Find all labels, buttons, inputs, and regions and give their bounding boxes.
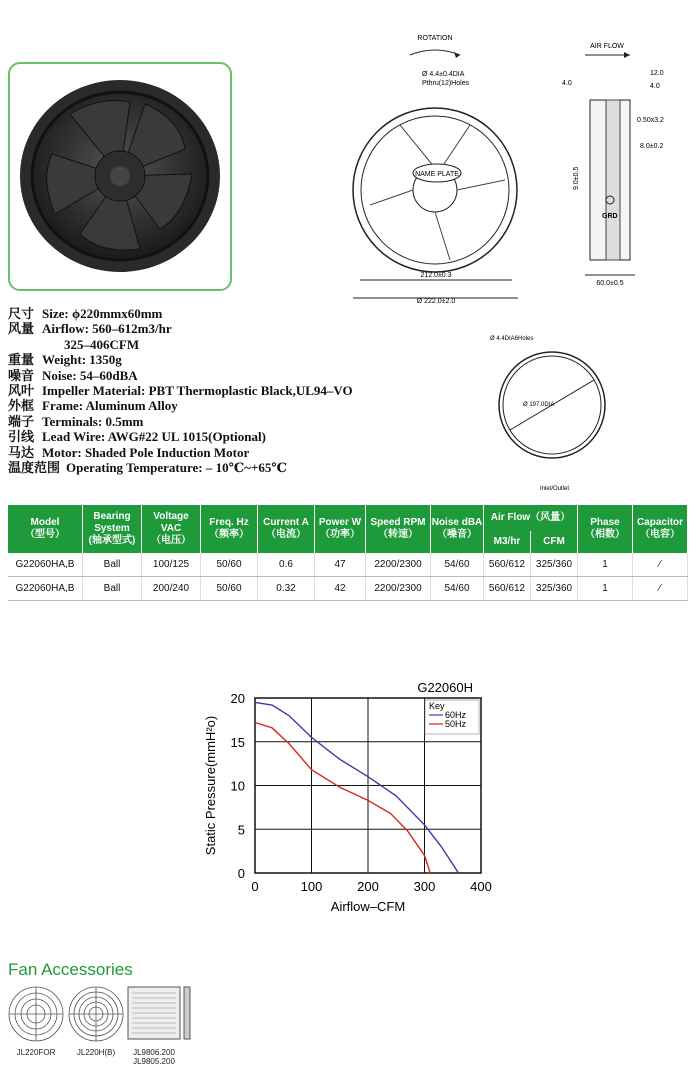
accessory-label: JL220H(B) bbox=[76, 1048, 116, 1057]
table-cell: 1 bbox=[578, 577, 633, 601]
x-tick-label: 0 bbox=[251, 879, 259, 894]
y-tick-label: 15 bbox=[230, 734, 245, 750]
th-airflow: Air Flow（风量） bbox=[484, 505, 578, 531]
table-cell: 1 bbox=[578, 553, 633, 577]
dim-4a: 4.0 bbox=[562, 80, 572, 87]
table-cell: 54/60 bbox=[431, 553, 484, 577]
table-cell: Ball bbox=[83, 553, 142, 577]
table-cell: G22060HA,B bbox=[8, 577, 83, 601]
spec-row bbox=[8, 383, 428, 398]
y-tick-label: 10 bbox=[230, 778, 245, 794]
accessory-grill-1 bbox=[6, 985, 66, 1065]
spec-cn-label: 风量 bbox=[8, 321, 35, 337]
table-cell: 325/360 bbox=[531, 553, 578, 577]
table-cell: 2200/2300 bbox=[366, 553, 431, 577]
spec-en-value: Motor: Shaded Pole Induction Motor bbox=[42, 444, 250, 460]
spec-cn-label: 温度范围 bbox=[8, 460, 61, 476]
table-cell: ⁄ bbox=[633, 577, 688, 601]
legend-title: Key bbox=[429, 701, 445, 711]
rotation-label: ROTATION bbox=[417, 35, 453, 42]
spec-cn-label: 端子 bbox=[8, 413, 35, 429]
th-speed: Speed RPM （转速） bbox=[366, 505, 431, 553]
accessory-filter bbox=[126, 985, 196, 1065]
table-cell: G22060HA,B bbox=[8, 553, 83, 577]
th-phase: Phase （相数） bbox=[578, 505, 633, 553]
spec-en-value: Size: ϕ220mmx60mm bbox=[42, 306, 163, 321]
x-tick-label: 200 bbox=[357, 879, 379, 894]
legend-label: 50Hz bbox=[445, 719, 467, 729]
spec-cn-label: 尺寸 bbox=[8, 306, 35, 321]
y-tick-label: 5 bbox=[237, 822, 245, 838]
inlet-outlet-drawing bbox=[490, 330, 620, 495]
grd-label: GRD bbox=[602, 213, 618, 220]
spec-cn-label: 马达 bbox=[8, 444, 35, 460]
spec-row bbox=[8, 368, 428, 383]
table-cell: 560/612 bbox=[484, 577, 531, 601]
accessory-label: JL220FOR bbox=[16, 1048, 56, 1057]
dimension-drawing bbox=[340, 30, 695, 320]
table-cell: Ball bbox=[83, 577, 142, 601]
table-cell: 325/360 bbox=[531, 577, 578, 601]
holes-top-label-2: Pthru(12)Holes bbox=[422, 80, 470, 87]
air-flow-label: AIR FLOW bbox=[590, 43, 624, 50]
dim-60: 60.0±0.5 bbox=[596, 280, 624, 287]
table-cell: 42 bbox=[315, 577, 366, 601]
table-cell: 0.32 bbox=[258, 577, 315, 601]
dim-12: 12.0 bbox=[650, 70, 664, 77]
spec-row bbox=[8, 460, 428, 475]
pressure-chart bbox=[195, 676, 505, 921]
spec-en-value: Frame: Aluminum Alloy bbox=[42, 398, 178, 414]
spec-en-value: Lead Wire: AWG#22 UL 1015(Optional) bbox=[42, 429, 266, 445]
dim-8: 8.0±0.2 bbox=[640, 143, 664, 150]
th-freq: Freq. Hz （频率） bbox=[201, 505, 258, 553]
spec-row bbox=[8, 445, 428, 460]
spec-table bbox=[8, 505, 688, 601]
legend-label: 60Hz bbox=[445, 710, 467, 720]
spec-row bbox=[8, 398, 428, 413]
x-tick-label: 100 bbox=[300, 879, 323, 894]
spec-row bbox=[8, 429, 428, 444]
spec-en-value: Terminals: 0.5mm bbox=[42, 413, 144, 429]
table-cell: 560/612 bbox=[484, 553, 531, 577]
table-cell: 2200/2300 bbox=[366, 577, 431, 601]
th-m3hr: M3/hr bbox=[484, 531, 531, 553]
spec-row bbox=[8, 352, 428, 367]
dim-050: 0.50x3.2 bbox=[637, 117, 664, 124]
holes-bottom-label: Ø 4.4DIA6Holes bbox=[490, 336, 534, 342]
dim-222: Ø 222.0±2.0 bbox=[416, 298, 456, 305]
spec-en-value: Operating Temperature: – 10℃~+65℃ bbox=[66, 460, 287, 476]
spec-row bbox=[8, 321, 428, 336]
spec-cn-label bbox=[8, 337, 42, 352]
th-voltage: Voltage VAC （电压） bbox=[142, 505, 201, 553]
spec-row bbox=[8, 337, 428, 352]
spec-en-value: Airflow: 560–612m3/hr bbox=[42, 321, 172, 337]
table-cell: 100/125 bbox=[142, 553, 201, 577]
inlet-outlet-label: Inlet/Outlet bbox=[540, 486, 570, 492]
th-model: Model （型号） bbox=[8, 505, 83, 553]
spec-en-value: 325–406CFM bbox=[64, 336, 140, 352]
name-plate-label: NAME PLATE bbox=[415, 171, 459, 178]
th-capacitor: Capacitor （电容） bbox=[633, 505, 688, 553]
spec-row bbox=[8, 306, 428, 321]
spec-cn-label: 引线 bbox=[8, 429, 35, 445]
chart-title: G22060H bbox=[417, 680, 473, 695]
spec-cn-label: 外框 bbox=[8, 398, 35, 414]
dim-212: 212.0±0.3 bbox=[420, 272, 452, 279]
table-cell: 54/60 bbox=[431, 577, 484, 601]
table-cell: 50/60 bbox=[201, 553, 258, 577]
th-current: Current A （电流） bbox=[258, 505, 315, 553]
table-row bbox=[8, 577, 688, 601]
table-cell: 47 bbox=[315, 553, 366, 577]
accessory-grill-2 bbox=[66, 985, 126, 1065]
spec-cn-label: 噪音 bbox=[8, 367, 35, 383]
spec-row bbox=[8, 414, 428, 429]
th-noise: Noise dBA （噪音） bbox=[431, 505, 484, 553]
series-line-50Hz bbox=[255, 723, 430, 874]
spec-en-value: Impeller Material: PBT Thermoplastic Black,UL94–VO bbox=[42, 383, 353, 399]
th-power: Power W （功率） bbox=[315, 505, 366, 553]
spec-list bbox=[8, 306, 428, 475]
spec-cn-label: 风叶 bbox=[8, 383, 35, 399]
table-row bbox=[8, 553, 688, 577]
th-bearing: Bearing System (轴承型式) bbox=[83, 505, 142, 553]
x-tick-label: 300 bbox=[413, 879, 436, 894]
table-cell: ⁄ bbox=[633, 553, 688, 577]
dia-197-label: Ø 197.0DIA bbox=[523, 402, 555, 408]
x-tick-label: 400 bbox=[470, 879, 492, 894]
accessories-title: Fan Accessories bbox=[8, 960, 133, 979]
accessory-label: JL9805.200 bbox=[133, 1057, 175, 1066]
y-axis-label: Static Pressure(mmH²o) bbox=[203, 715, 218, 856]
spec-en-value: Weight: 1350g bbox=[42, 352, 122, 368]
table-cell: 0.6 bbox=[258, 553, 315, 577]
spec-en-value: Noise: 54–60dBA bbox=[42, 367, 138, 383]
holes-top-label: Ø 4.4±0.4DIA bbox=[422, 71, 465, 78]
y-tick-label: 20 bbox=[230, 691, 245, 706]
y-tick-label: 0 bbox=[237, 866, 245, 881]
table-cell: 50/60 bbox=[201, 577, 258, 601]
spec-cn-label: 重量 bbox=[8, 352, 35, 368]
x-axis-label: Airflow–CFM bbox=[330, 899, 406, 914]
table-cell: 200/240 bbox=[142, 577, 201, 601]
th-cfm: CFM bbox=[531, 531, 578, 553]
fan-photo bbox=[8, 62, 232, 291]
dim-4b: 4.0 bbox=[650, 83, 660, 90]
accessory-label: JL9806.200 bbox=[133, 1048, 175, 1057]
dim-9: 9.0±0.5 bbox=[573, 166, 580, 190]
